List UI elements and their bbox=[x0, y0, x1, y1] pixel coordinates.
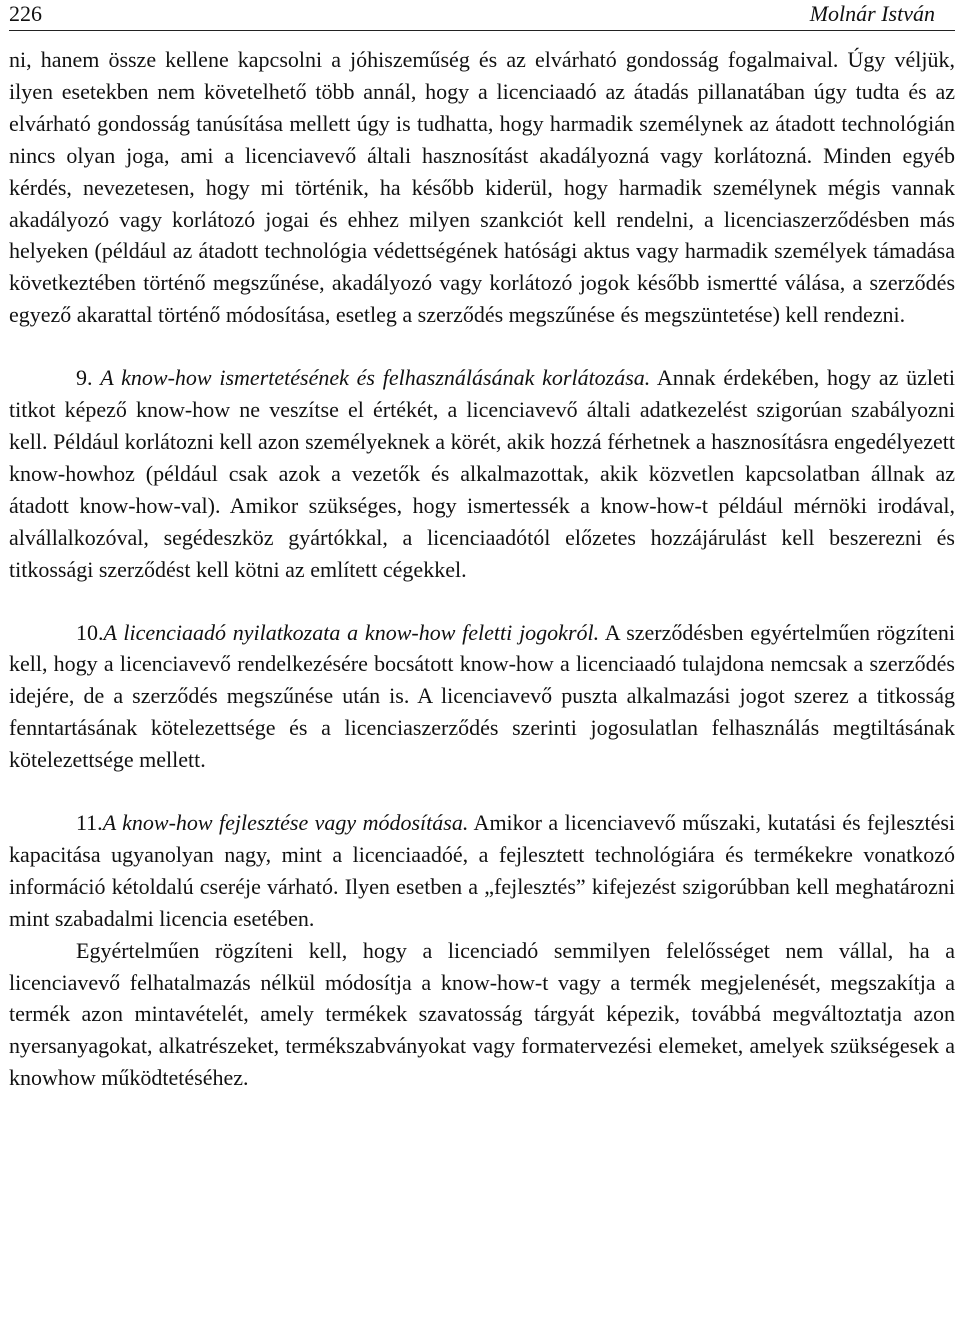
page-number: 226 bbox=[9, 1, 42, 26]
section-text: Amikor a licenciavevő műszaki, kutatási és fejlesztési kapacitása ugyanolyan nagy, mint a licenciaadóé, a fejlesztett technológiára és termékekre vonatkozó információ kétoldalú cseréje várható. Ilyen esetben a „fejlesztés” kifejezést szigorúbban kell meghatározni mint szabadalmi licencia esetében. bbox=[9, 810, 956, 931]
page-body bbox=[9, 44, 955, 1094]
section-10-paragraph bbox=[9, 617, 955, 777]
section-title: A know-how ismertetésének és felhasználásának korlátozása. bbox=[100, 365, 651, 391]
section-title: A licenciaadó nyilatkozata a know-how feletti jogokról. bbox=[103, 619, 600, 645]
section-text: Annak érdekében, hogy az üzleti titkot képező know-how ne veszítse el értékét, a licenciavevő általi adatkezelést szigorúan szabályozni kell. Például korlátozni kell azon személyeknek a körét, akik hozzá férhetnek a hasznosításra engedélyezett know-howhoz (például csak azok a vezetők és alkalmazottak, akik közvetlen kapcsolatban állnak az átadott know-how-val). Amikor szükséges, hogy ismertessék a know-how-t például mérnöki irodával, alvállalkozóval, segédeszköz gyártókkal, a licenciaadótól előzetes hozzájárulást kell beszerezni és titkossági szerződést kell kötni az említett cégekkel. bbox=[9, 365, 956, 582]
document-page bbox=[9, 0, 956, 1091]
page-header bbox=[9, 0, 955, 31]
section-11-paragraph bbox=[9, 807, 955, 935]
section-number: 10. bbox=[76, 619, 104, 645]
closing-paragraph: Egyértelműen rögzíteni kell, hogy a licenciadó semmilyen felelősséget nem vállal, ha a licenciavevő felhatalmazás nélkül módosítja a know-how-t vagy a termék megjelenését, megszakítja a termék azon mintavételét, amely termékek szavatosság tárgyát képezik, továbbá megváltoztatja azon nyersanyagokat, alkatrészeket, termékszabványokat vagy formatervezési elemeket, amelyek szükségesek a knowhow működtetéséhez. bbox=[9, 937, 955, 1091]
section-title: A know-how fejlesztése vagy módosítása. bbox=[102, 810, 469, 836]
running-head-author: Molnár István bbox=[809, 1, 935, 26]
section-number: 9. bbox=[76, 365, 101, 391]
section-9-paragraph bbox=[9, 362, 955, 585]
section-text: A szerződésben egyértelműen rögzíteni kell, hogy a licenciavevő rendelkezésére bocsátott know-how a licenciaadó tulajdona nemcsak a szerződés idejére, de a szerződés megszűnése után is. A licenciavevő puszta alkalmazási jogot szerez a titkosság fenntartásának kötelezettsége és a licenciaszerződés szerinti jogosulatlan felhasználás megtiltásának kötelezettsége mellett. bbox=[9, 619, 955, 773]
section-number: 11. bbox=[76, 810, 103, 836]
paragraph-continuation: ni, hanem össze kellene kapcsolni a jóhiszeműség és az elvárható gondosság fogalmaival. Úgy véljük, ilyen esetekben nem követelhető több annál, hogy a licenciaadó az átadás pillanatában úgy tudta és az elvárható gondosság tanúsítása mellett úgy is tudhatta, hogy harmadik személynek az átadott technológián nincs olyan joga, ami a licenciavevő általi hasznosítást akadályozná vagy korlátozná. Minden egyéb kérdés, nevezetesen, hogy mi történik, ha később kiderül, hogy harmadik személynek mégis vannak akadályozó vagy korlátozó jogai és ehhez milyen szankciót kell rendelni, a licenciaszerződésben más helyeken (például az átadott technológia védettségének hatósági aktus vagy harmadik személyek támadása következtében történő megszűnése, akadályozó vagy korlátozó jogok később ismertté válása, a szerződés egyező akarattal történő módosítása, esetleg a szerződés megszűnése és megszüntetése) kell rendezni. bbox=[9, 47, 955, 328]
